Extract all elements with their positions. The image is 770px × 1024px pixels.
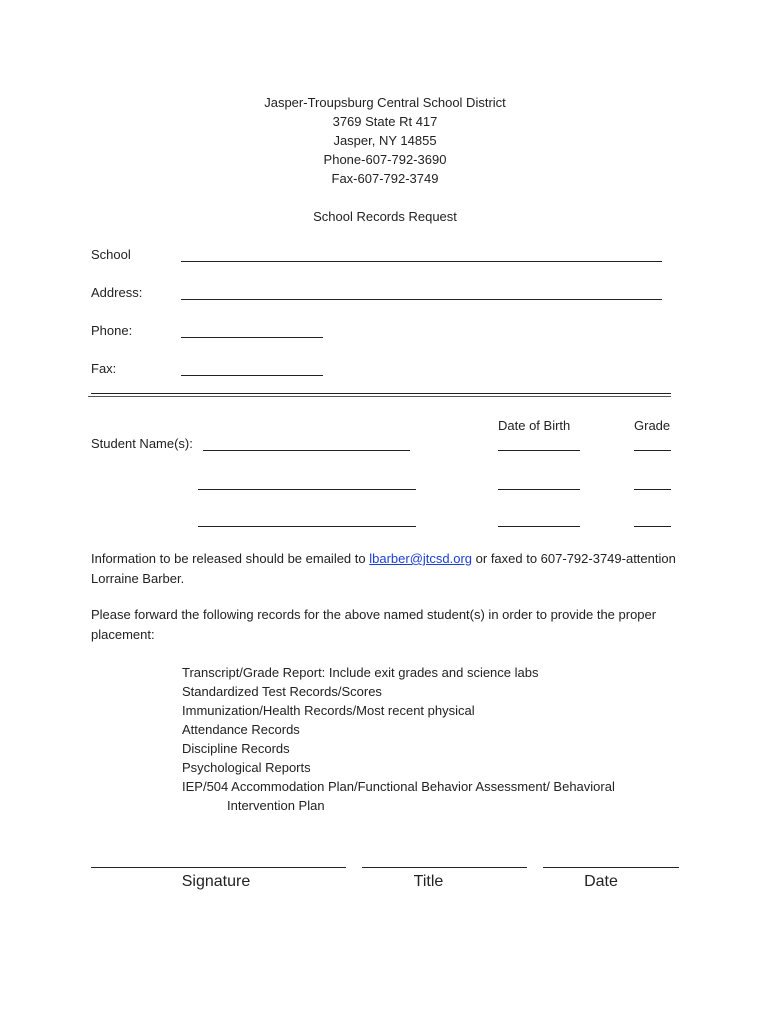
date-label: Date [584,873,618,890]
list-item: Transcript/Grade Report: Include exit grades and science labs [182,665,539,680]
email-link[interactable]: lbarber@jtcsd.org [369,551,473,566]
separator-line [91,393,671,394]
student-name-field[interactable] [198,526,416,527]
district-fax: Fax-607-792-3749 [331,171,439,186]
title-field[interactable] [362,867,527,868]
grade-header: Grade [634,418,671,433]
phone-label: Phone: [91,323,133,338]
date-field[interactable] [543,867,679,868]
signature-label: Signature [181,873,251,890]
release-text-after: or faxed to 607-792-3749-attention Lorraine Barber. [91,551,676,586]
forward-request: Please forward the following records for the above named student(s) in order to provide the proper placement: [91,607,657,642]
fax-label: Fax: [91,361,117,376]
signature-field[interactable] [91,867,346,868]
address-field[interactable] [181,299,662,300]
dob-field[interactable] [498,489,580,490]
list-item: Discipline Records [182,741,290,756]
grade-field[interactable] [634,526,671,527]
list-item: Intervention Plan [227,798,325,813]
district-name: Jasper-Troupsburg Central School District [264,95,506,110]
school-label: School [91,247,131,262]
dob-field[interactable] [498,450,580,451]
address-label: Address: [91,285,143,300]
grade-field[interactable] [634,489,671,490]
list-item: Standardized Test Records/Scores [182,684,382,699]
district-city: Jasper, NY 14855 [333,133,437,148]
dob-header: Date of Birth [498,418,571,433]
separator-line-2 [88,396,671,397]
student-name-field[interactable] [203,450,410,451]
district-street: 3769 State Rt 417 [332,114,438,129]
district-header [0,93,770,188]
student-name-field[interactable] [198,489,416,490]
fax-field[interactable] [181,375,323,376]
dob-field[interactable] [498,526,580,527]
grade-field[interactable] [634,450,671,451]
form-title: School Records Request [313,209,457,224]
school-field[interactable] [181,261,662,262]
list-item: Psychological Reports [182,760,311,775]
phone-field[interactable] [181,337,323,338]
title-label: Title [413,873,444,890]
records-list [182,663,702,815]
list-item: Immunization/Health Records/Most recent physical [182,703,475,718]
release-text-before: Information to be released should be emailed to [91,551,370,566]
list-item: IEP/504 Accommodation Plan/Functional Behavior Assessment/ Behavioral [182,779,615,794]
student-name-label: Student Name(s): [91,436,193,451]
release-info [91,549,691,589]
district-phone: Phone-607-792-3690 [323,152,447,167]
list-item: Attendance Records [182,722,300,737]
